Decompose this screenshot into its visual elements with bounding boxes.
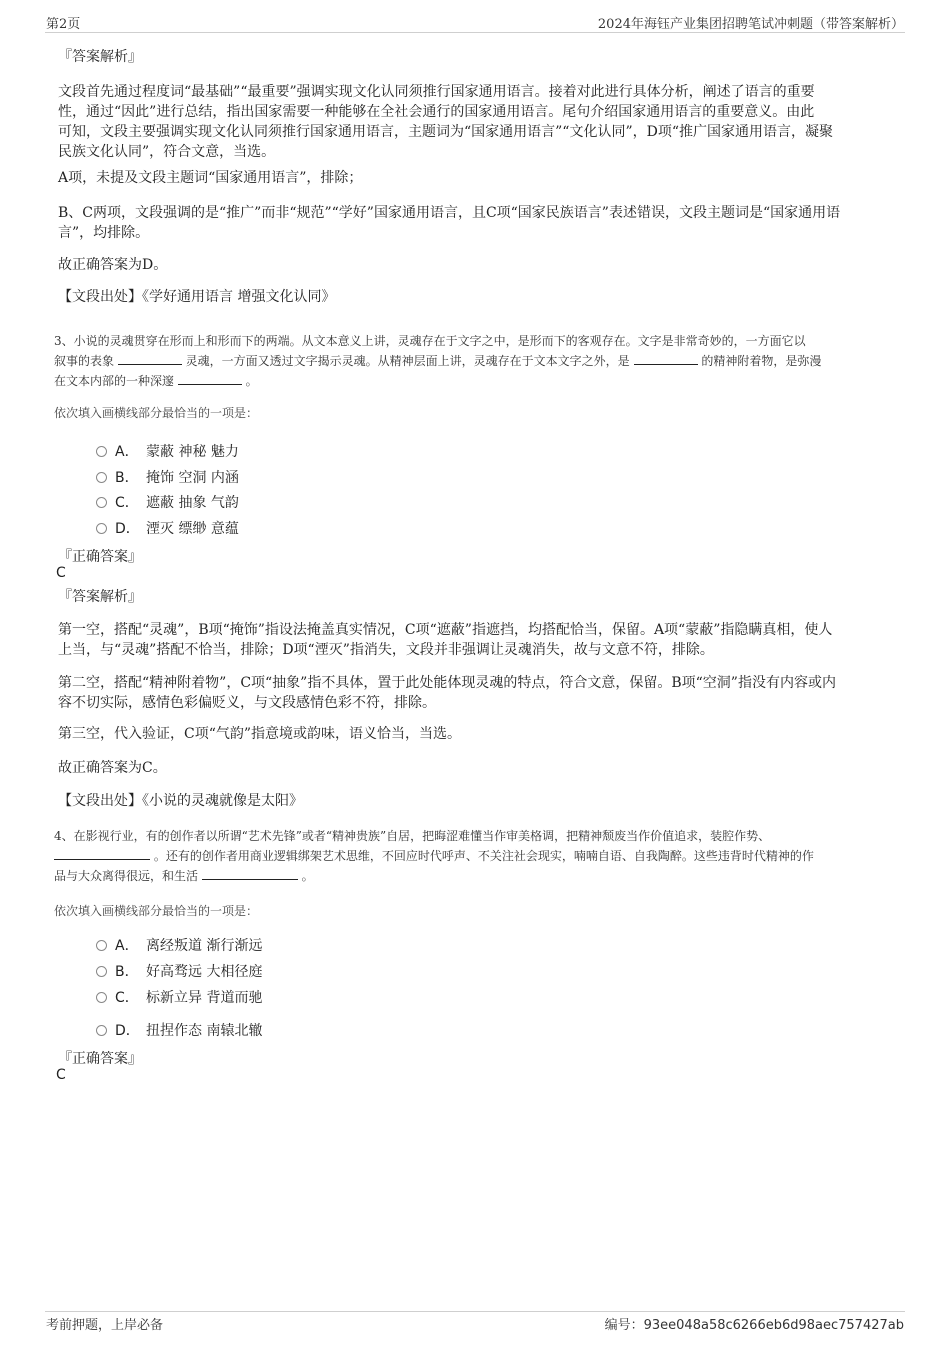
page-number: 第2页 [46,17,81,32]
analysis-paragraph-2: A项，未提及文段主题词“国家通用语言”，排除； [58,170,363,186]
radio-icon[interactable] [96,966,107,977]
radio-icon[interactable] [96,992,107,1003]
text-source: 【文段出处】《学好通用语言 增强文化认同》 [58,289,336,305]
analysis-conclusion: 故正确答案为D。 [58,257,168,273]
analysis-paragraph-3: 第三空，代入验证，C项“气韵”指意境或韵味，语义恰当，当选。 [58,726,462,742]
analysis-conclusion: 故正确答案为C。 [58,760,167,776]
radio-icon[interactable] [96,940,107,951]
question-4-stem: 4、在影视行业，有的创作者以所谓“艺术先锋”或者“精神贵族”自居，把晦涩难懂当作审美格调，把精神颓废当作价值追求，装腔作势、 。还有的创作者用商业逻辑绑架艺术思维，不回应时代呼声、不关注社会现实，喃喃自语、自我陶醉。这些违背时代精神的作 品与大众离得很远，和生活 。 [54,829,814,883]
correct-answer: C [56,565,66,581]
footer-slogan: 考前押题，上岸必备 [46,1318,164,1333]
analysis-heading: 『答案解析』 [58,49,142,65]
radio-icon[interactable] [96,472,107,483]
fill-blank [178,372,242,385]
correct-answer: C [56,1067,66,1083]
correct-answer-heading: 『正确答案』 [58,549,142,565]
analysis-paragraph-3: B、C两项，文段强调的是“推广”而非“规范”“学好”国家通用语言，且C项“国家民族语言”表述错误，文段主题词是“国家通用语 言”，均排除。 [58,205,841,241]
fill-blank [634,352,698,365]
analysis-paragraph-1: 第一空，搭配“灵魂”，B项“掩饰”指设法掩盖真实情况，C项“遮蔽”指遮挡，均搭配恰当，保留。A项“蒙蔽”指隐瞒真相，使人 上当，与“灵魂”搭配不恰当，排除；D项“湮灭”指消失，文段并非强调让灵魂消失，故与文意不符，排除。 [58,622,833,658]
text-source: 【文段出处】《小说的灵魂就像是太阳》 [58,793,303,809]
footer-divider [45,1311,905,1312]
analysis-heading: 『答案解析』 [58,589,142,605]
fill-blank [54,847,150,860]
radio-icon[interactable] [96,523,107,534]
radio-icon[interactable] [96,1025,107,1036]
question-3-prompt: 依次填入画横线部分最恰当的一项是： [54,406,259,420]
header-divider [45,32,905,33]
radio-icon[interactable] [96,446,107,457]
fill-blank [202,867,298,880]
analysis-paragraph-1: 文段首先通过程度词“最基础”“最重要”强调实现文化认同须推行国家通用语言。接着对此进行具体分析，阐述了语言的重要 性，通过“因此”进行总结，指出国家需要一种能够在全社会通行的国家通用语言。尾句介绍国家通用语言的重要意义。由此 可知，文段主要强调实现文化认同须推行国家通用语言，主题词为“国家通用语言”“文化认同”，D项“推广国家通用语言，凝聚 民族文化认同”，符合文意，当选。 [58,84,834,160]
radio-icon[interactable] [96,497,107,508]
document-code: 编号：93ee048a58c6266eb6d98aec757427ab [604,1318,904,1333]
question-4-prompt: 依次填入画横线部分最恰当的一项是： [54,904,259,918]
correct-answer-heading: 『正确答案』 [58,1051,142,1067]
document-title: 2024年海钰产业集团招聘笔试冲刺题（带答案解析） [597,17,904,32]
analysis-paragraph-2: 第二空，搭配“精神附着物”，C项“抽象”指不具体，置于此处能体现灵魂的特点，符合文意，保留。B项“空洞”指没有内容或内 容不切实际，感情色彩偏贬义，与文段感情色彩不符，排除。 [58,675,836,711]
fill-blank [118,352,182,365]
question-3-stem: 3、小说的灵魂贯穿在形而上和形而下的两端。从文本意义上讲，灵魂存在于文字之中，是形而下的客观存在。文字是非常奇妙的，一方面它以 叙事的表象 灵魂，一方面又透过文字揭示灵魂。从精神层面上讲，灵魂存在于文本文字之外，是 的精神附着物，是弥漫 在文本内部的一种深邃 。 [54,334,822,388]
